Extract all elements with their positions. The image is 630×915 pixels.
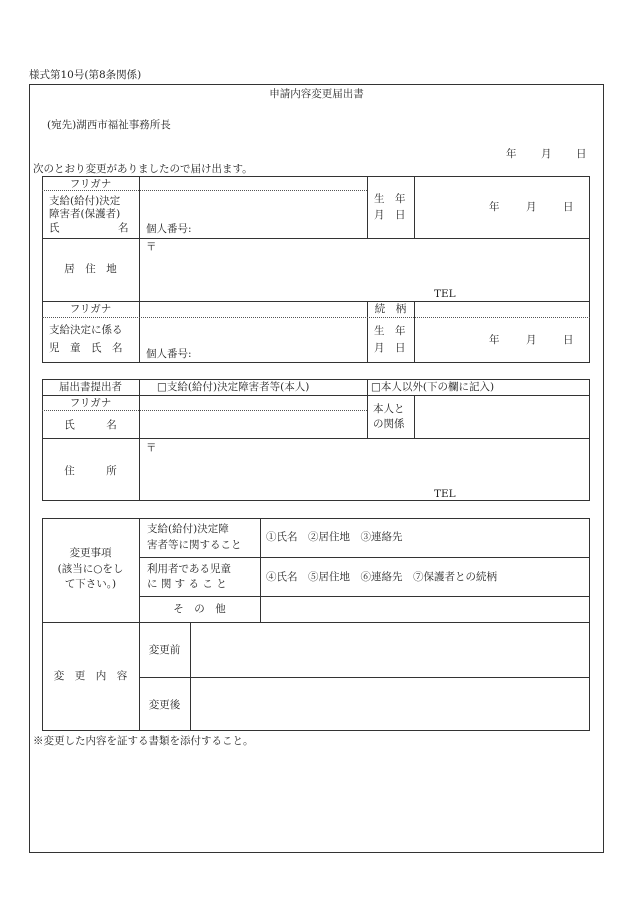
decided-person-label: 氏 名: [49, 222, 130, 234]
child-birth-day[interactable]: 日: [563, 334, 574, 346]
change-items-label: 変更事項: [69, 547, 112, 559]
submitter-name-label: 氏 名: [64, 419, 117, 431]
options-decided-person[interactable]: ①氏名 ②居住地 ③連絡先: [266, 531, 403, 543]
date-year[interactable]: 年: [506, 148, 517, 160]
divider: [42, 301, 590, 302]
relation-label: 続 柄: [374, 303, 407, 315]
footnote: ※変更した内容を証する書類を添付すること。: [33, 735, 254, 747]
date-day[interactable]: 日: [576, 148, 587, 160]
child-birthdate-label: 生 年: [374, 325, 406, 337]
change-items-label: (該当に○をし: [57, 563, 124, 575]
before-field[interactable]: [191, 623, 589, 676]
after-label: 変更後: [148, 699, 181, 711]
category-child: に 関 す る こ と: [147, 578, 227, 590]
child-birth-year[interactable]: 年: [489, 334, 500, 346]
after-field[interactable]: [191, 678, 589, 730]
address-field[interactable]: [160, 240, 585, 286]
address-label: 居 住 地: [64, 263, 117, 275]
submitter-furigana-label: フリガナ: [69, 397, 112, 409]
birth-month[interactable]: 月: [526, 201, 537, 213]
personal-number-field[interactable]: [195, 220, 365, 236]
checkbox-self[interactable]: □支給(給付)決定障害者等(本人): [157, 381, 310, 393]
child-furigana-label: フリガナ: [69, 303, 112, 315]
dotted-line: [42, 190, 367, 191]
birth-year[interactable]: 年: [489, 201, 500, 213]
furigana-label: フリガナ: [69, 178, 112, 190]
form-number: 様式第10号(第8条関係): [29, 69, 142, 81]
form-title: 申請内容変更届出書: [269, 88, 364, 100]
tel-label: TEL: [434, 488, 456, 500]
submitter-label: 届出書提出者: [59, 381, 122, 393]
intro-text: 次のとおり変更がありましたので届け出ます。: [33, 163, 253, 175]
before-label: 変更前: [148, 644, 181, 656]
category-decided-person: 支給(給付)決定障: [147, 523, 229, 535]
other-field[interactable]: [261, 597, 589, 621]
dotted-line: [42, 317, 590, 318]
relationship-label: 本人と: [373, 403, 405, 415]
submitter-name-field[interactable]: [140, 411, 366, 437]
divider: [414, 176, 415, 238]
divider: [414, 301, 415, 363]
child-name-label: 児 童 氏 名: [49, 342, 123, 354]
birth-day[interactable]: 日: [563, 201, 574, 213]
tel-label: TEL: [434, 288, 456, 300]
divider: [139, 176, 140, 363]
category-decided-person: 害者等に関すること: [147, 539, 242, 551]
divider: [139, 557, 590, 558]
decided-person-label: 支給(給付)決定: [49, 195, 121, 207]
checkbox-other[interactable]: □本人以外(下の欄に記入): [371, 381, 495, 393]
change-items-label: て下さい。): [64, 578, 117, 590]
category-other: そ の 他: [173, 603, 226, 615]
options-child[interactable]: ④氏名 ⑤居住地 ⑥連絡先 ⑦保護者との続柄: [266, 571, 497, 583]
divider: [367, 379, 368, 438]
child-name-label: 支給決定に係る: [49, 324, 123, 336]
addressee: (宛先)湖西市福祉事務所長: [47, 119, 171, 131]
submitter-furigana-field[interactable]: [140, 396, 366, 409]
child-birth-month[interactable]: 月: [526, 334, 537, 346]
relationship-field[interactable]: [415, 396, 589, 437]
child-personal-number-field[interactable]: [195, 345, 365, 361]
submitter-address-label: 住 所: [64, 465, 117, 477]
child-birthdate-label: 月 日: [374, 342, 406, 354]
date-month[interactable]: 月: [541, 148, 552, 160]
divider: [367, 176, 368, 238]
divider: [42, 238, 590, 239]
submitter-address-field[interactable]: [160, 441, 585, 485]
birthdate-label: 生 年: [374, 193, 406, 205]
decided-person-label: 障害者(保護者): [49, 208, 121, 220]
category-child: 利用者である児童: [147, 563, 231, 575]
personal-number-label: 個人番号:: [146, 223, 192, 235]
birthdate-label: 月 日: [374, 209, 406, 221]
furigana-field[interactable]: [140, 177, 366, 190]
change-content-label: 変 更 内 容: [53, 670, 128, 682]
child-personal-number-label: 個人番号:: [146, 348, 192, 360]
divider: [42, 438, 590, 439]
postal-mark: 〒: [146, 442, 157, 454]
postal-mark: 〒: [146, 241, 157, 253]
relationship-label: の関係: [373, 418, 405, 430]
